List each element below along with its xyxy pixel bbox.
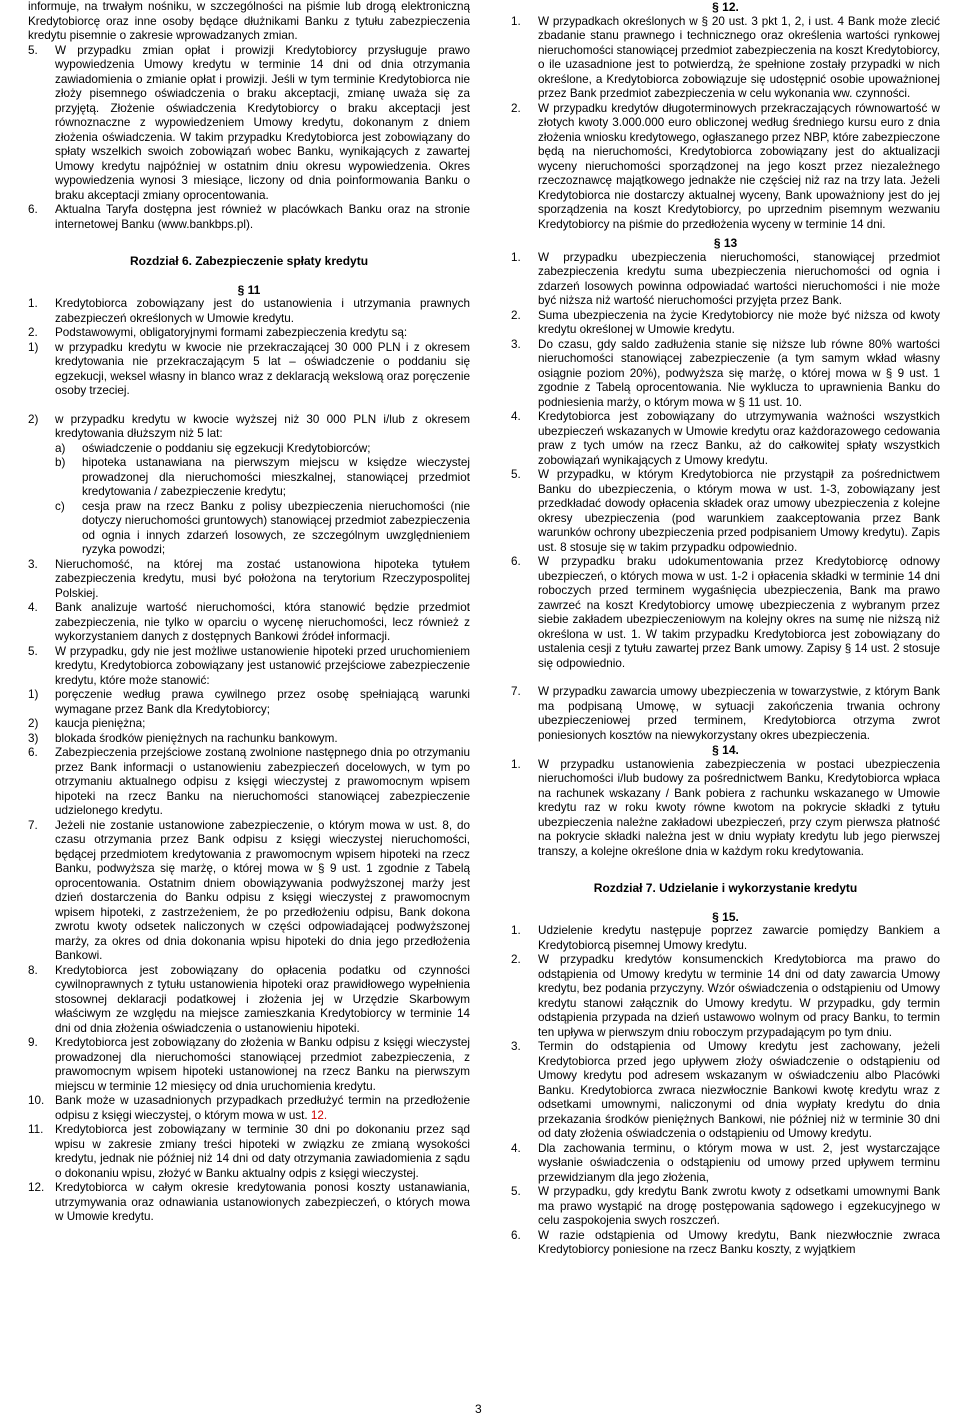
list-item: 10. Bank może w uzasadnionych przypadkach przedłużyć termin na przedłożenie odpisu z księgi wieczystej, o którym mowa w ust. 12. <box>28 1094 470 1122</box>
list-item: 1. W przypadkach określonych w § 20 ust. 3 pkt 1, 2, i ust. 4 Bank może zlecić zbadanie stanu prawnego i technicznego oraz określenia wartości rynkowej nieruchomości stanowiącej przedmiot zabezpieczenia na koszt Kredytobiorcy, o ile uzasadnione jest to potwierdzą, że spełnione zostały przypadki w nich określone, a Kredytobiorca zobowiązuje się udostępnić osobie upoważnionej przez Bank przedmiot zabezpieczenia w celu wykonania ww. czynności. <box>511 14 940 100</box>
sub-item: 3) blokada środków pieniężnych na rachunku bankowym. <box>28 731 338 745</box>
list-item: 5. W przypadku, gdy kredytu Bank zwrotu kwoty z odsetkami umownymi Bank ma prawo wystąpić na drogę postępowania sądowego i egzekucyjnego w celu zaspokojenia swych roszczeń. <box>511 1185 940 1227</box>
list-item: 5. W przypadku zmian opłat i prowizji Kredytobiorcy przysługuje prawo wypowiedzenia Umowy kredytu w terminie 14 dni od dnia otrzymania zawiadomienia o zmianie opłat i prowizji. Jeśli w tym terminie Kredytobiorca nie złoży pisemnego oświadczenia o braku akceptacji, zmianę uważa się za przyjętą. Złożenie oświadczenia Kredytobiorcy o braku akceptacji jest równoznaczne z wypowiedzeniem Umowy kredytu, dokonanym z dniem złożenia oświadczenia. W takim przypadku Kredytobiorca jest zobowiązany do spłaty wszelkich swoich zobowiązań wobec Banku, wynikających z zawartej Umowy kredytu najpóźniej w ostatnim dniu okresu wypowiedzenia. Okres wypowiedzenia wynosi 3 miesiące, liczony od dnia poinformowania Banku o braku akceptacji zmiany oprocentowania. <box>28 43 470 202</box>
list-item: 4. Kredytobiorca jest zobowiązany do utrzymywania ważności wszystkich ubezpieczeń wskazanych w Umowie kredytu oraz każdorazowego cedowania praw z tych umów na rzecz Banku, aż do całkowitej spłaty wszystkich zobowiązań wynikających z Umowy kredytu. <box>511 410 940 467</box>
sub-sub-item: a) oświadczenie o poddaniu się egzekucji Kredytobiorców; <box>55 441 371 455</box>
list-item: 4. Dla zachowania terminu, o którym mowa w ust. 2, jest wystarczające wysłanie oświadczenia o odstąpieniu od umowy przed upływem terminu przewidzianym dla jego złożenia, <box>511 1141 940 1184</box>
list-item: 8. Kredytobiorca jest zobowiązany do opłacenia podatku od czynności cywilnoprawnych z tytułu ustanowienia hipoteki oraz prawidłowego wypełnienia stosownej deklaracji podatkowej i złożenia jej w Urzędzie Skarbowym właściwym ze względu na miejsce zamieszkania Kredytobiorcy w terminie 14 dni od dnia złożenia oświadczenia o ustanowieniu hipoteki. <box>28 963 470 1035</box>
list-item: 5. W przypadku, gdy nie jest możliwe ustanowienie hipoteki przed uruchomieniem kredytu, Kredytobiorca zobowiązany jest ustanowić przejściowe zabezpieczenie kredytu, które może stanowić: <box>28 644 470 687</box>
list-item: 3. Termin do odstąpienia od Umowy kredytu jest zachowany, jeżeli Kredytobiorca przed jego upływem złoży oświadczenie o odstąpieniu od Umowy kredytu pod adresem wskazanym w oświadczeniu albo Placówki Banku. Kredytobiorca zwraca niezwłocznie Bankowi kwotę kredytu wraz z odsetkami umownymi, naliczonymi od dnia wypłaty kredytu do dnia przekazania środków pieniężnych Bankowi, nie później niż w terminie 30 dni od daty złożenia oświadczenia o odstąpieniu od Umowy kredytu. <box>511 1040 940 1140</box>
list-item: 2. W przypadku kredytów konsumenckich Kredytobiorca ma prawo do odstąpienia od Umowy kredytu w terminie 14 dni od daty zawarcia Umowy kredytu, bez podania przyczyny. Wzór oświadczenia o odstąpieniu od Umowy kredytu stanowi załącznik do Umowy kredytu. W przypadku, gdy termin odstąpienia przypada na dzień ustawowo wolnym od pracy Banku, to termin ten upływa w pierwszym dniu roboczym przypadającym po tym dniu. <box>511 953 940 1039</box>
chapter-heading: Rozdział 6. Zabezpieczenie spłaty kredytu <box>129 254 369 268</box>
list-item: 1. Udzielenie kredytu następuje poprzez zawarcie pomiędzy Bankiem a Kredytobiorcą pisemnej Umowy kredytu. <box>511 924 940 952</box>
right-column <box>511 0 940 1258</box>
list-item: 7. W przypadku zawarcia umowy ubezpieczenia w towarzystwie, z którym Bank ma podpisaną Umowę, w sytuacji zakończenia trwania ochrony ubezpieczeniowej przed terminem, Kredytobiorca otrzyma zwrot poniesionych kosztów na niewykorzystany okres ubezpieczenia. <box>511 685 940 742</box>
sub-item: 1) poręczenie według prawa cywilnego przez osobę spełniającą warunki wymagane przez Bank dla Kredytobiorcy; <box>28 688 470 716</box>
sub-item: 2) w przypadku kredytu w kwocie wyższej niż 30 000 PLN i/lub z okresem kredytowania dłuższym niż 5 lat: <box>28 412 470 440</box>
list-item: 9. Kredytobiorca jest zobowiązany do złożenia w Banku odpisu z księgi wieczystej prowadzonej dla nieruchomości stanowiącej przedmiot zabezpieczenia, z prawomocnym wpisem hipoteki ustanowionej na rzecz Banku na pierwszym miejscu w terminie 12 miesięcy od dnia uruchomienia kredytu. <box>28 1036 470 1093</box>
section-heading: § 11 <box>237 282 261 297</box>
list-item: 5. W przypadku, w którym Kredytobiorca nie przystąpił za pośrednictwem Banku do ubezpieczenia, o którym mowa w ust. 1-3, zobowiązany jest przedkładać dowody opłacenia składek oraz umowy ubezpieczenia z kolejne okresy ubezpieczenia (pod warunkiem zaakceptowania przez Bank warunków ochrony ubezpieczenia przed podpisaniem Umowy kredytu). Zapis ust. 8 stosuje się w takim przypadku odpowiednio. <box>511 468 940 554</box>
page-number: 3 <box>475 1402 482 1416</box>
continued-paragraph: informuje, na trwałym nośniku, w szczególności na piśmie lub drogą elektroniczną Kredytobiorcę oraz inne osoby będące dłużnikami Banku z tytułu zabezpieczenia kredytu pisemnie o zakresie wprowadzanych zmian. <box>28 0 470 42</box>
list-item: 6. W przypadku braku udokumentowania przez Kredytobiorcę odnowy ubezpieczeń, o których mowa w ust. 1-2 i opłacenia składki w terminie 14 dni roboczych przed terminem wygaśnięcia ubezpieczenia, Bank ma prawo zawrzeć na koszt Kredytobiorcy umowę ubezpieczenia z wybranym przez siebie zakładem ubezpieczeniowym na kolejny okres na sumę nie niższą niż określona w ust. 1. W takim przypadku Kredytobiorca jest zobowiązany do ustalenia cesji z tytułu zawartej przez Bank umowy. Zapisy § 14 ust. 2 stosuje się odpowiednio. <box>511 555 940 670</box>
list-item: 1. W przypadku ustanowienia zabezpieczenia w postaci ubezpieczenia nieruchomości i/lub budowy za pośrednictwem Banku, Kredytobiorca wpłaca na rachunek wskazany / Bank pobiera z rachunku wskazanego w Umowie kredytu raz w roku kwoty równe kwotom na pokrycie składki z tytułu ubezpieczenia należne zakładowi ubezpieczeń, przy czym pierwsza płatność na pokrycie składki należna jest w dniu wypłaty kredytu lub jego pierwszej transzy, a kolejne określone dnia w każdym roku kredytowania. <box>511 757 940 858</box>
list-item: 4. Bank analizuje wartość nieruchomości, która stanowić będzie przedmiot zabezpieczenia, nie tylko w oparciu o wycenę nieruchomości, lecz również z wykorzystaniem danych z dostępnych Bankowi źródeł informacji. <box>28 601 470 643</box>
section-heading: § 12. <box>712 0 739 14</box>
list-item: 3. Do czasu, gdy saldo zadłużenia stanie się niższe lub równe 80% wartości nieruchomości stanowiącej zabezpieczenie (a tym samym wkład własny osiągnie poziom 20%), podwyższa się marżę, o której mowa w § 9 ust. 1 zgodnie z Tabelą oprocentowania. Nie wyklucza to uprawnienia Banku do podniesienia marży, o którym mowa w § 11 ust. 10. <box>511 337 940 409</box>
list-item: 3. Nieruchomość, na której ma zostać ustanowiona hipoteka tytułem zabezpieczenia kredytu, musi być położona na terytorium Rzeczypospolitej Polskiej. <box>28 557 470 600</box>
list-item: 1. W przypadku ubezpieczenia nieruchomości, stanowiącej przedmiot zabezpieczenia kredytu suma ubezpieczenia nieruchomości od ognia i zdarzeń losowych powinna odpowiadać wartości nieruchomości i nie może być niższa niż wartość nieruchomości przyjęta przez Bank. <box>511 250 940 307</box>
list-item: 6. W razie odstąpienia od Umowy kredytu, Bank niezwłocznie zwraca Kredytobiorcy poniesione na rzecz Banku koszty, z wyjątkiem <box>511 1228 940 1256</box>
section-heading: § 15. <box>712 909 739 924</box>
list-item: 12. Kredytobiorca w całym okresie kredytowania ponosi koszty ustanawiania, utrzymywania oraz odnawiania ustanowionych zabezpieczeń, o których mowa w Umowie kredytu. <box>28 1181 470 1223</box>
sub-item: 1) w przypadku kredytu w kwocie nie przekraczającej 30 000 PLN i z okresem kredytowania nie przekraczającym 5 lat – oświadczenie o poddaniu się egzekucji, weksel własny in blanco wraz z deklaracją wekslową oraz poręczenie osoby trzeciej. <box>28 340 470 397</box>
left-column <box>28 0 470 1225</box>
list-item: 1. Kredytobiorca zobowiązany jest do ustanowienia i utrzymania prawnych zabezpieczeń określonych w Umowie kredytu. <box>28 297 470 325</box>
section-heading: § 14. <box>712 743 739 757</box>
reference-link: 12. <box>310 1108 328 1122</box>
sub-item: 2) kaucja pieniężna; <box>28 717 146 730</box>
list-item: 11. Kredytobiorca jest zobowiązany w terminie 30 dni po dokonaniu przez sąd wpisu w zakresie zmiany treści hipoteki w związku ze zmianą wysokości kredytu, jednak nie później niż 14 dni od daty otrzymania zawiadomienia z sądu o dokonaniu wpisu, złożyć w Banku aktualny odpis z księgi wieczystej. <box>28 1123 470 1180</box>
sub-sub-item: c) cesja praw na rzecz Banku z polisy ubezpieczenia nieruchomości (nie dotyczy nieruchomości gruntowych) stanowiącej przedmiot zabezpieczenia od ognia i innych zdarzeń losowych, ze szczególnym uwzględnieniem ryzyka powodzi; <box>55 499 470 556</box>
section-heading: § 13 <box>713 236 738 250</box>
list-item: 6. Aktualna Taryfa dostępna jest również w placówkach Banku oraz na stronie internetowej Banku (www.bankbps.pl). <box>28 203 470 231</box>
list-item: 2. Podstawowymi, obligatoryjnymi formami zabezpieczenia kredytu są: <box>28 326 408 339</box>
list-item: 2. Suma ubezpieczenia na życie Kredytobiorcy nie może być niższa od kwoty kredytu określonej w Umowie kredytu. <box>511 308 940 336</box>
list-item: 6. Zabezpieczenia przejściowe zostaną zwolnione następnego dnia po otrzymaniu przez Bank informacji o ustanowieniu zabezpieczeń docelowych, w tym po otrzymaniu aktualnego odpisu z księgi wieczystej z prawomocnym wpisem hipoteki na rzecz Banku na nieruchomości stanowiącej zabezpieczenie udzielonego kredytu. <box>28 746 470 817</box>
list-item: 2. W przypadku kredytów długoterminowych przekraczających równowartość w złotych kwoty 3.000.000 euro obliczonej według średniego kursu euro z dnia złożenia wniosku kredytowego, ogłaszanego przez NBP, które zabezpieczone będą na nieruchomości, Kredytobiorca zobowiązany jest do aktualizacji wyceny nieruchomości sporządzonej na jego koszt przez niezależnego rzeczoznawcę majątkowego jednakże nie częściej niż raz na trzy lata. Jeżeli Kredytobiorca nie dostarczy aktualnej wyceny, Bank upoważniony jest do jej sporządzenia na koszt Kredytobiorcy, po uprzednim pisemnym wezwaniu Kredytobiorcy na piśmie do przedłożenia wyceny w terminie 14 dni. <box>511 101 940 231</box>
chapter-heading: Rozdział 7. Udzielanie i wykorzystanie kredytu <box>593 881 858 895</box>
list-item: 7. Jeżeli nie zostanie ustanowione zabezpieczenie, o którym mowa w ust. 8, do czasu otrzymania przez Bank odpisu z księgi wieczystej nieruchomości, będącej przedmiotem kredytowania z prawomocnym wpisem hipoteki na rzecz Banku, podwyższa się marżę, o której mowa w § 9 ust. 1 zgodnie z Tabelą oprocentowania. Ostatnim dniem obowiązywania podwyższonej marży jest dzień dostarczenia do Banku odpisu z księgi wieczystej z prawomocnym wpisem hipoteki, z zastrzeżeniem, że po przedłożeniu odpisu, Bank dokona zwrotu kwoty odsetek naliczonych w części odpowiadającej podwyższonej marży, za okres od dnia dokonania wpisu hipoteki do dnia jego przedłożenia Bankowi. <box>28 818 470 962</box>
sub-sub-item: b) hipoteka ustanawiana na pierwszym miejscu w księdze wieczystej prowadzonej dla nieruchomości mieszkalnej, stanowiącej przedmiot kredytowania / zabezpieczenie kredytu; <box>55 456 470 498</box>
